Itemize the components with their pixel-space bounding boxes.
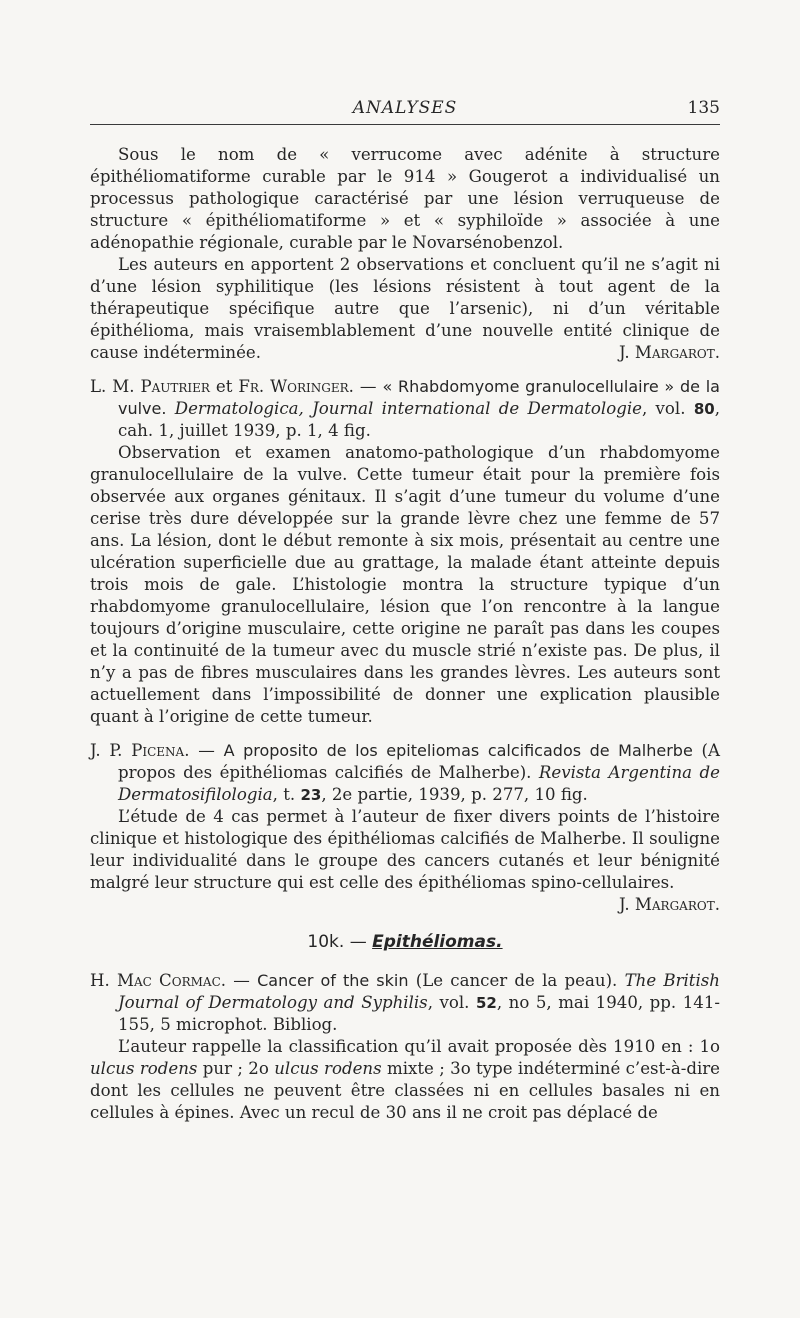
page-number: 135	[687, 98, 720, 118]
journal-name: The British Journal of Dermatology and Syphilis	[118, 971, 720, 1012]
signature: J. Margarot.	[618, 895, 720, 914]
term-italic: ulcus rodens	[274, 1059, 382, 1078]
page-body	[90, 144, 720, 1124]
article-abstract: L’auteur rappelle la classification qu’il avait proposée dès 1910 en : 1o ulcus rodens pur ; 2o ulcus rodens mixte ; 3o type indéterminé c’est-à-dire dont les cellules ne peuvent être classées ni en cellules basales ni en cellules à épines. Avec un recul de 30 ans il ne croit pas déplacé de	[90, 1037, 720, 1122]
article-abstract	[90, 806, 720, 916]
article-title: A proposito de los epiteliomas calcificados de Malherbe	[223, 741, 693, 760]
intro-paragraph-2-text: Les auteurs en apportent 2 observations et concluent qu’il ne s’agit ni d’une lésion syphilitique (les lésions résistent à tout agent de la thérapeutique spécifique autre que l’arsenic), ni d’un véritable épithélioma, mais vraisemblablement d’une nouvelle entité clinique de cause indéterminée.	[90, 255, 720, 362]
author-name: J. P. Picena.	[90, 741, 190, 760]
volume-number: 52	[475, 994, 497, 1012]
signature: J. Margarot.	[618, 343, 720, 362]
section-heading: 10k. — Epithéliomas.	[307, 932, 503, 952]
article-abstract-text: L’étude de 4 cas permet à l’auteur de fixer divers points de l’histoire clinique et histologique des épithéliomas calcifiés de Malherbe. Il souligne leur individualité dans le groupe des cancers cutanés et leur bénignité malgré leur structure qui est celle des épithéliomas spino-cellulaires.	[90, 807, 720, 892]
author-name: H. Mac Cormac.	[90, 971, 227, 990]
article-abstract: Observation et examen anatomo-pathologique d’un rhabdomyome granulocellulaire de la vulve. Cette tumeur était pour la première fois observée aux organes génitaux. Il s’agit d’une tumeur du volume d’une cerise très dure développée sur la grande lèvre chez une femme de 57 ans. La lésion, dont le début remonte à six mois, présentait au centre une ulcération superficielle due au grattage, la malade étant atteinte depuis trois mois de gale. L’histologie montra la structure typique d’un rhabdomyome granulocellulaire, lésion que l’on rencontre à la langue toujours d’origine musculaire, cette origine ne paraît pas dans les coupes et la continuité de la tumeur avec du muscle strié n’existe pas. De plus, il n’y a pas de fibres musculaires dans les grandes lèvres. Les auteurs sont actuellement dans l’impossibilité de donner une explication plausible quant à l’origine de cette tumeur.	[90, 443, 720, 726]
title-translation: (A propos des épithéliomas calcifiés de Malherbe).	[118, 741, 720, 782]
author-name: Fr. Woringer.	[238, 377, 354, 396]
journal-name: Dermatologica, Journal international de Dermatologie	[174, 399, 642, 418]
section-title: Epithéliomas.	[372, 932, 503, 952]
section-number: 10k.	[307, 932, 345, 952]
title-translation: (Le cancer de la peau).	[408, 971, 625, 990]
intro-paragraph-2	[90, 254, 720, 364]
article-reference: H. Mac Cormac. — Cancer of the skin (Le cancer de la peau). The British Journal of Dermatology and Syphilis, vol. 52, no 5, mai 1940, pp. 141-155, 5 microphot. Bibliog.	[90, 971, 720, 1034]
term-italic: ulcus rodens	[90, 1059, 198, 1078]
intro-paragraph-1: Sous le nom de « verrucome avec adénite à structure épithéliomatiforme curable par le 914 » Gougerot a individualisé un processus pathologique caractérisé par une lésion verruqueuse de structure « épithéliomatiforme » et « syphiloïde » associée à une adénopathie régionale, curable par le Novarsénobenzol.	[90, 145, 720, 252]
article-title: « Rhabdomyome granulocellulaire » de la vulve.	[118, 377, 720, 418]
author-name: L. M. Pautrier	[90, 377, 210, 396]
article-title: Cancer of the skin	[257, 971, 409, 990]
running-head	[90, 98, 720, 125]
article-reference: J. P. Picena. — A proposito de los epiteliomas calcificados de Malherbe (A propos des épithéliomas calcifiés de Malherbe). Revista Argentina de Dermatosifilologia, t. 23, 2e partie, 1939, p. 277, 10 fig.	[90, 741, 720, 804]
volume-number: 80	[693, 400, 715, 418]
running-title: ANALYSES	[352, 98, 458, 118]
volume-number: 23	[300, 786, 322, 804]
journal-name: Revista Argentina de Dermatosifilologia	[118, 763, 720, 804]
article-reference: L. M. Pautrier et Fr. Woringer. — « Rhabdomyome granulocellulaire » de la vulve. Dermatologica, Journal international de Dermatologie, vol. 80, cah. 1, juillet 1939, p. 1, 4 fig.	[90, 377, 720, 440]
